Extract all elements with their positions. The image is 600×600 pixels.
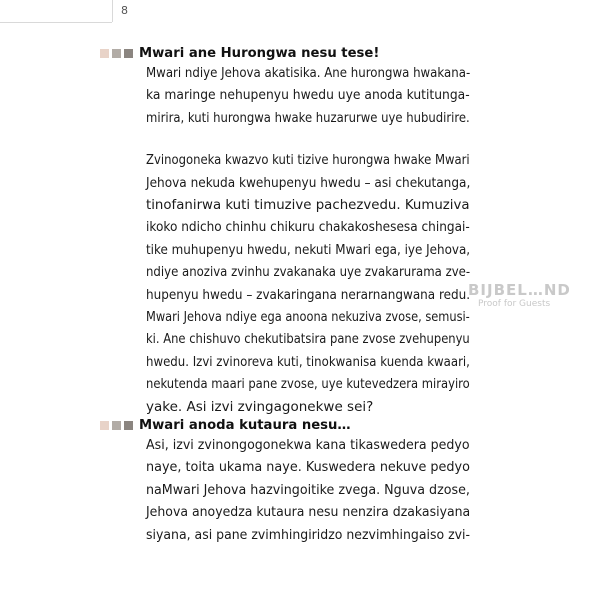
watermark — [468, 283, 571, 311]
heading-bullet-squares — [100, 421, 133, 430]
text-line: mirira, kuti hurongwa hwake huzarurwe uye hubudirire. — [146, 109, 470, 126]
page-header-rule — [0, 0, 112, 23]
section-heading-row — [100, 44, 470, 62]
text-line: Jehova nekuda kwehupenyu hwedu – asi chekutanga, — [146, 174, 471, 191]
text-line: Zvinogoneka kwazvo kuti tizive hurongwa hwake Mwari — [146, 152, 470, 169]
text-line: hwedu. Izvi zvinoreva kuti, tinokwanisa kuenda kwaari, — [146, 353, 470, 370]
paragraph — [146, 434, 470, 546]
square-dark — [124, 421, 133, 430]
section-heading: Mwari ane Hurongwa nesu tese! — [139, 45, 380, 61]
text-line: Jehova anoyedza kutaura nesu nenzira dzakasiyana — [146, 504, 471, 521]
text-line: ki. Ane chishuvo chekutibatsira pane zvose zvehupenyu — [146, 331, 470, 348]
square-light — [100, 49, 109, 58]
text-line: hupenyu hwedu – zvakaringana nerarnangwana redu. — [146, 286, 471, 303]
text-line: tinofanirwa kuti timuzive pachezvedu. Kumuziva — [146, 197, 470, 214]
text-line: ikoko ndicho chinhu chikuru chakakoshesesa chingai- — [146, 219, 470, 236]
section-heading-row — [100, 416, 470, 434]
text-line: Asi, izvi zvinongogonekwa kana tikaswedera pedyo — [146, 437, 470, 453]
square-light — [100, 421, 109, 430]
heading-bullet-squares — [100, 49, 133, 58]
text-line: siyana, asi pane zvimhingiridzo nezvimhingaiso zvi- — [146, 526, 471, 543]
text-line: Mwari ndiye Jehova akatisika. Ane hurongwa hwakana- — [146, 65, 471, 81]
watermark-tagline: Proof for Guests — [478, 299, 551, 309]
text-line: ndiye anoziva zvinhu zvakanaka uye zvakarurama zve- — [146, 264, 471, 281]
text-line: naye, toita ukama naye. Kuswedera nekuve pedyo — [146, 459, 470, 476]
section-heading: Mwari anoda kutaura nesu… — [139, 417, 351, 433]
watermark-brand: BIJBEL…ND — [468, 281, 571, 299]
page-header-divider — [112, 0, 113, 22]
text-line: naMwari Jehova hazvingoitike zvega. Nguva dzose, — [146, 481, 470, 498]
text-line: tike muhupenyu hwedu, nekuti Mwari ega, iye Jehova, — [146, 241, 471, 258]
page-number: 8 — [121, 4, 128, 17]
text-line: nekutenda maari pane zvose, uye kutevedzera mirayiro — [146, 376, 470, 393]
square-dark — [124, 49, 133, 58]
text-line: Mwari Jehova ndiye ega anoona nekuziva zvose, semusi- — [146, 309, 470, 326]
square-mid — [112, 421, 121, 430]
text-line: ka maringe nehupenyu hwedu uye anoda kutitunga- — [146, 87, 470, 104]
paragraph — [146, 62, 470, 129]
paragraph — [146, 149, 470, 418]
section-kutaura — [100, 416, 470, 546]
square-mid — [112, 49, 121, 58]
text-line: yake. Asi izvi zvingagonekwe sei? — [146, 398, 374, 415]
section-hurongwa — [100, 44, 470, 418]
